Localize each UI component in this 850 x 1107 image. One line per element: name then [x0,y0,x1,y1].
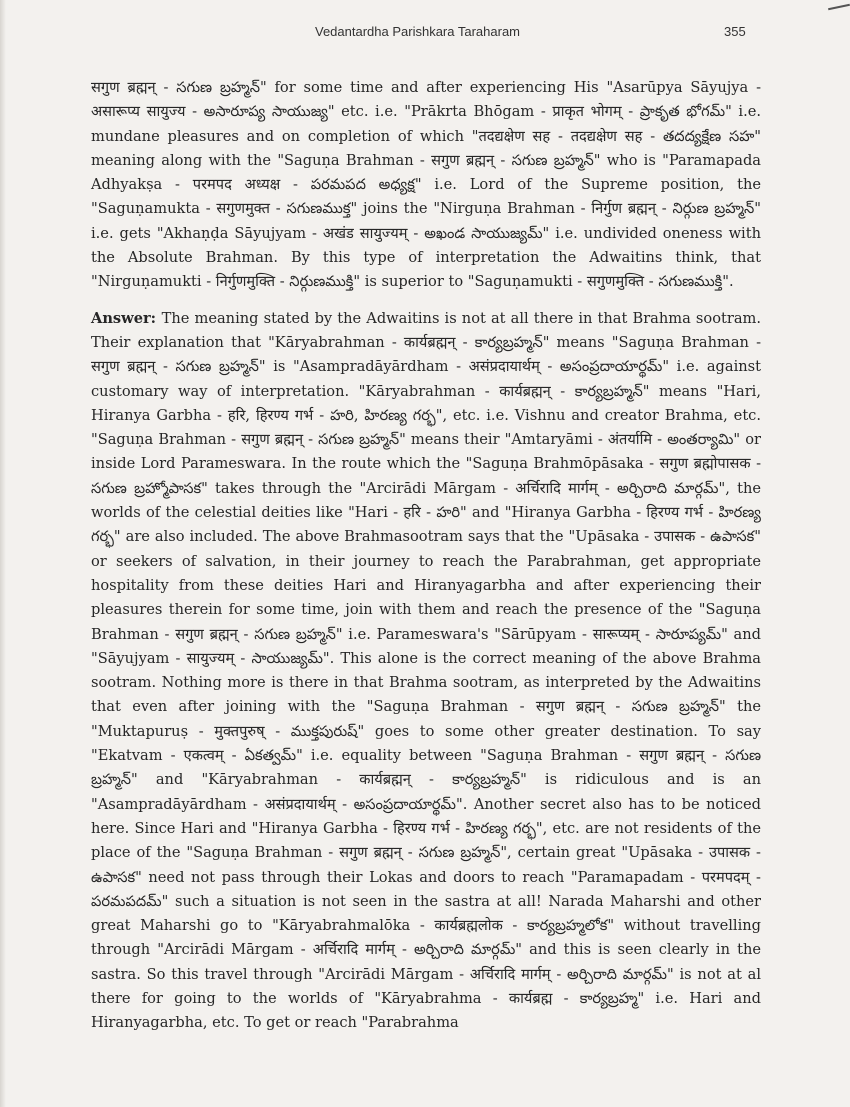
corner-mark [828,4,850,11]
body-text [91,76,761,1048]
paragraph-2-text: The meaning stated by the Adwaitins is not at all there in that Brahma sootram. Their explanation that "Kāryabrahman - कार्यब्रह्मन् - కార్యబ్రహ్మన్" means "Saguṇa Brahman - सगुण ब्रह्मन् - సగుణ బ్రహ్మన్" is "Asampradāyārdham - असंप्रदायार्थम् - అసంప్రదాయార్థమ్" i.e. against customary way of interpretation. "Kāryabrahman - कार्यब्रह्मन् - కార్యబ్రహ్మన్" means "Hari, Hiranya Garbha - हरि, हिरण्य गर्भ - హరి, హిరణ్య గర్భ", etc. i.e. Vishnu and creator Brahma, etc. "Saguṇa Brahman - सगुण ब्रह्मन् - సగుణ బ్రహ్మన్" means their "Amtaryāmi - अंतर्यामि - అంతర్యామి" or inside Lord Parameswara. In the route which the "Saguṇa Brahmōpāsaka - सगुण ब्रह्मोपासक - సగుణ బ్రహ్మోపాసక" takes through the "Arcirādi Mārgam - अर्चिरादि मार्गम् - అర్చిరాది మార్గమ్", the worlds of the celestial deities like "Hari - हरि - హరి" and "Hiranya Garbha - हिरण्य गर्भ - హిరణ్య గర్భ" are also included. The above Brahmasootram says that the "Upāsaka - उपासक - ఉపాసక" or seekers of salvation, in their journey to reach the Parabrahman, get appropriate hospitality from these deities Hari and Hiranyagarbha and after experiencing their pleasures therein for some time, join with them and reach the presence of the "Saguṇa Brahman - सगुण ब्रह्मन् - సగుణ బ్రహ్మన్" i.e. Parameswara's "Sārūpyam - सारूप्यम् - సారూప్యమ్" and "Sāyujyam - सायुज्यम् - సాయుజ్యమ్". This alone is the correct meaning of the above Brahma sootram. Nothing more is there in that Brahma sootram, as interpreted by the Adwaitins that even after joining with the "Saguṇa Brahman - सगुण ब्रह्मन् - సగుణ బ్రహ్మన్" the "Muktapuruṣ - मुक्तपुरुष् - ముక్తపురుష్" goes to some other greater destination. To say "Ekatvam - एकत्वम् - ఏకత్వమ్" i.e. equality between "Saguṇa Brahman - सगुण ब्रह्मन् - సగుణ బ్రహ్మన్" and "Kāryabrahman - कार्यब्रह्मन् - కార్యబ్రహ్మన్" is ridiculous and is an "Asampradāyārdham - असंप्रदायार्थम् - అసంప్రదాయార్థమ్". Another secret also has to be noticed here. Since Hari and "Hiranya Garbha - हिरण्य गर्भ - హిరణ్య గర్భ", etc. are not residents of the place of the "Saguṇa Brahman - सगुण ब्रह्मन् - సగుణ బ్రహ్మన్", certain great "Upāsaka - उपासक - ఉపాసక" need not pass through their Lokas and doors to reach "Paramapadam - परमपदम् - పరమపదమ్" such a situation is not seen in the sastra at all! Narada Maharshi and other great Maharshi go to "Kāryabrahmalōka - कार्यब्रह्मलोक - కార్యబ్రహ్మలోక" without travelling through "Arcirādi Mārgam - अर्चिरादि मार्गम् - అర్చిరాది మార్గమ్" and this is seen clearly in the sastra. So this travel through "Arcirādi Mārgam - अर्चिरादि मार्गम् - అర్చిరాది మార్గమ్" is not at al there for going to the worlds of "Kāryabrahma - कार्यब्रह्म - కార్యబ్రహ్మ" i.e. Hari and Hiranyagarbha, etc. To get or reach "Parabrahma [91,309,761,1032]
answer-label: Answer: [91,309,162,327]
running-title: Vedantardha Parishkara Taraharam [315,24,520,39]
page-header [0,24,850,44]
paragraph-2 [91,307,761,1036]
paragraph-1-text: सगुण ब्रह्मन् - సగుణ బ్రహ్మన్" for some time and after experiencing His "Asarūpya Sāyujya - असारूप्य सायुज्य - అసారూప్య సాయుజ్య" etc. i.e. "Prākrta Bhōgam - प्राकृत भोगम् - ప్రాకృత భోగమ్" i.e. mundane pleasures and on completion of which "तदद्यक्षेण सह - तदद्यक्षेण सह - తదద్యక్షేణ సహ" meaning along with the "Saguṇa Brahman - सगुण ब्रह्मन् - సగుణ బ్రహ్మన్" who is "Paramapada Adhyakṣa - परमपद अध्यक्ष - పరమపద అధ్యక్ష" i.e. Lord of the Supreme position, the "Saguṇamukta - सगुणमुक्त - సగుణముక్త" joins the "Nirguṇa Brahman - निर्गुण ब्रह्मन् - నిర్గుణ బ్రహ్మన్" i.e. gets "Akhaṇḍa Sāyujyam - अखंड सायुज्यम् - అఖండ సాయుజ్యమ్" i.e. undivided oneness with the Absolute Brahman. By this type of interpretation the Adwaitins think, that "Nirguṇamukti - निर्गुणमुक्ति - నిర్గుణముక్తి" is superior to "Saguṇamukti - सगुणमुक्ति - సగుణముక్తి". [91,79,761,291]
page-number: 355 [724,24,746,39]
paragraph-1 [91,76,761,295]
page-edge-shadow [0,0,6,1107]
